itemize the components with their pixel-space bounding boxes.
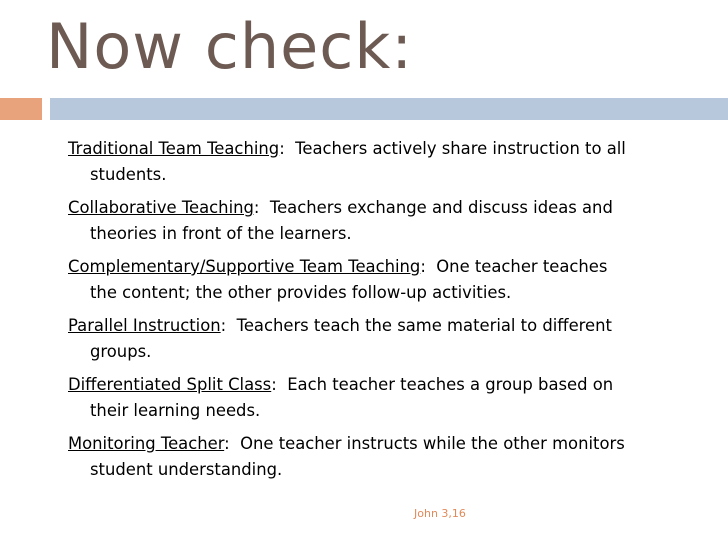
list-item xyxy=(68,195,678,247)
item-text-cont: student understanding. xyxy=(90,460,283,479)
list-item xyxy=(68,254,678,306)
list-item xyxy=(68,136,678,188)
item-text: Teachers exchange and discuss ideas and xyxy=(269,198,613,217)
item-text-cont: students. xyxy=(90,165,167,184)
list-item xyxy=(68,313,678,365)
slide-footer: John 3,16 xyxy=(414,507,466,520)
accent-bar xyxy=(0,98,42,120)
item-term: Complementary/Supportive Team Teaching xyxy=(68,257,421,276)
list-item xyxy=(68,372,678,424)
item-term: Traditional Team Teaching xyxy=(68,139,280,158)
item-text: Teachers actively share instruction to all xyxy=(295,139,626,158)
item-term: Collaborative Teaching xyxy=(68,198,254,217)
list-item xyxy=(68,431,678,483)
item-text-cont: groups. xyxy=(90,342,152,361)
item-text: One teacher instructs while the other monitors xyxy=(240,434,625,453)
item-text: Teachers teach the same material to different xyxy=(236,316,612,335)
item-term: Monitoring Teacher xyxy=(68,434,225,453)
item-text: Each teacher teaches a group based on xyxy=(287,375,614,394)
item-separator: : xyxy=(253,198,270,217)
item-text: One teacher teaches xyxy=(436,257,608,276)
item-text-cont: their learning needs. xyxy=(90,401,261,420)
item-separator: : xyxy=(224,434,241,453)
item-text-cont: theories in front of the learners. xyxy=(90,224,352,243)
item-separator: : xyxy=(220,316,237,335)
slide-title: Now check: xyxy=(46,10,414,83)
item-separator: : xyxy=(420,257,437,276)
item-separator: : xyxy=(271,375,288,394)
item-text-cont: the content; the other provides follow-up activities. xyxy=(90,283,512,302)
item-separator: : xyxy=(279,139,296,158)
bullet-list xyxy=(68,136,678,490)
item-term: Parallel Instruction xyxy=(68,316,221,335)
title-divider-bar xyxy=(50,98,728,120)
item-term: Differentiated Split Class xyxy=(68,375,272,394)
